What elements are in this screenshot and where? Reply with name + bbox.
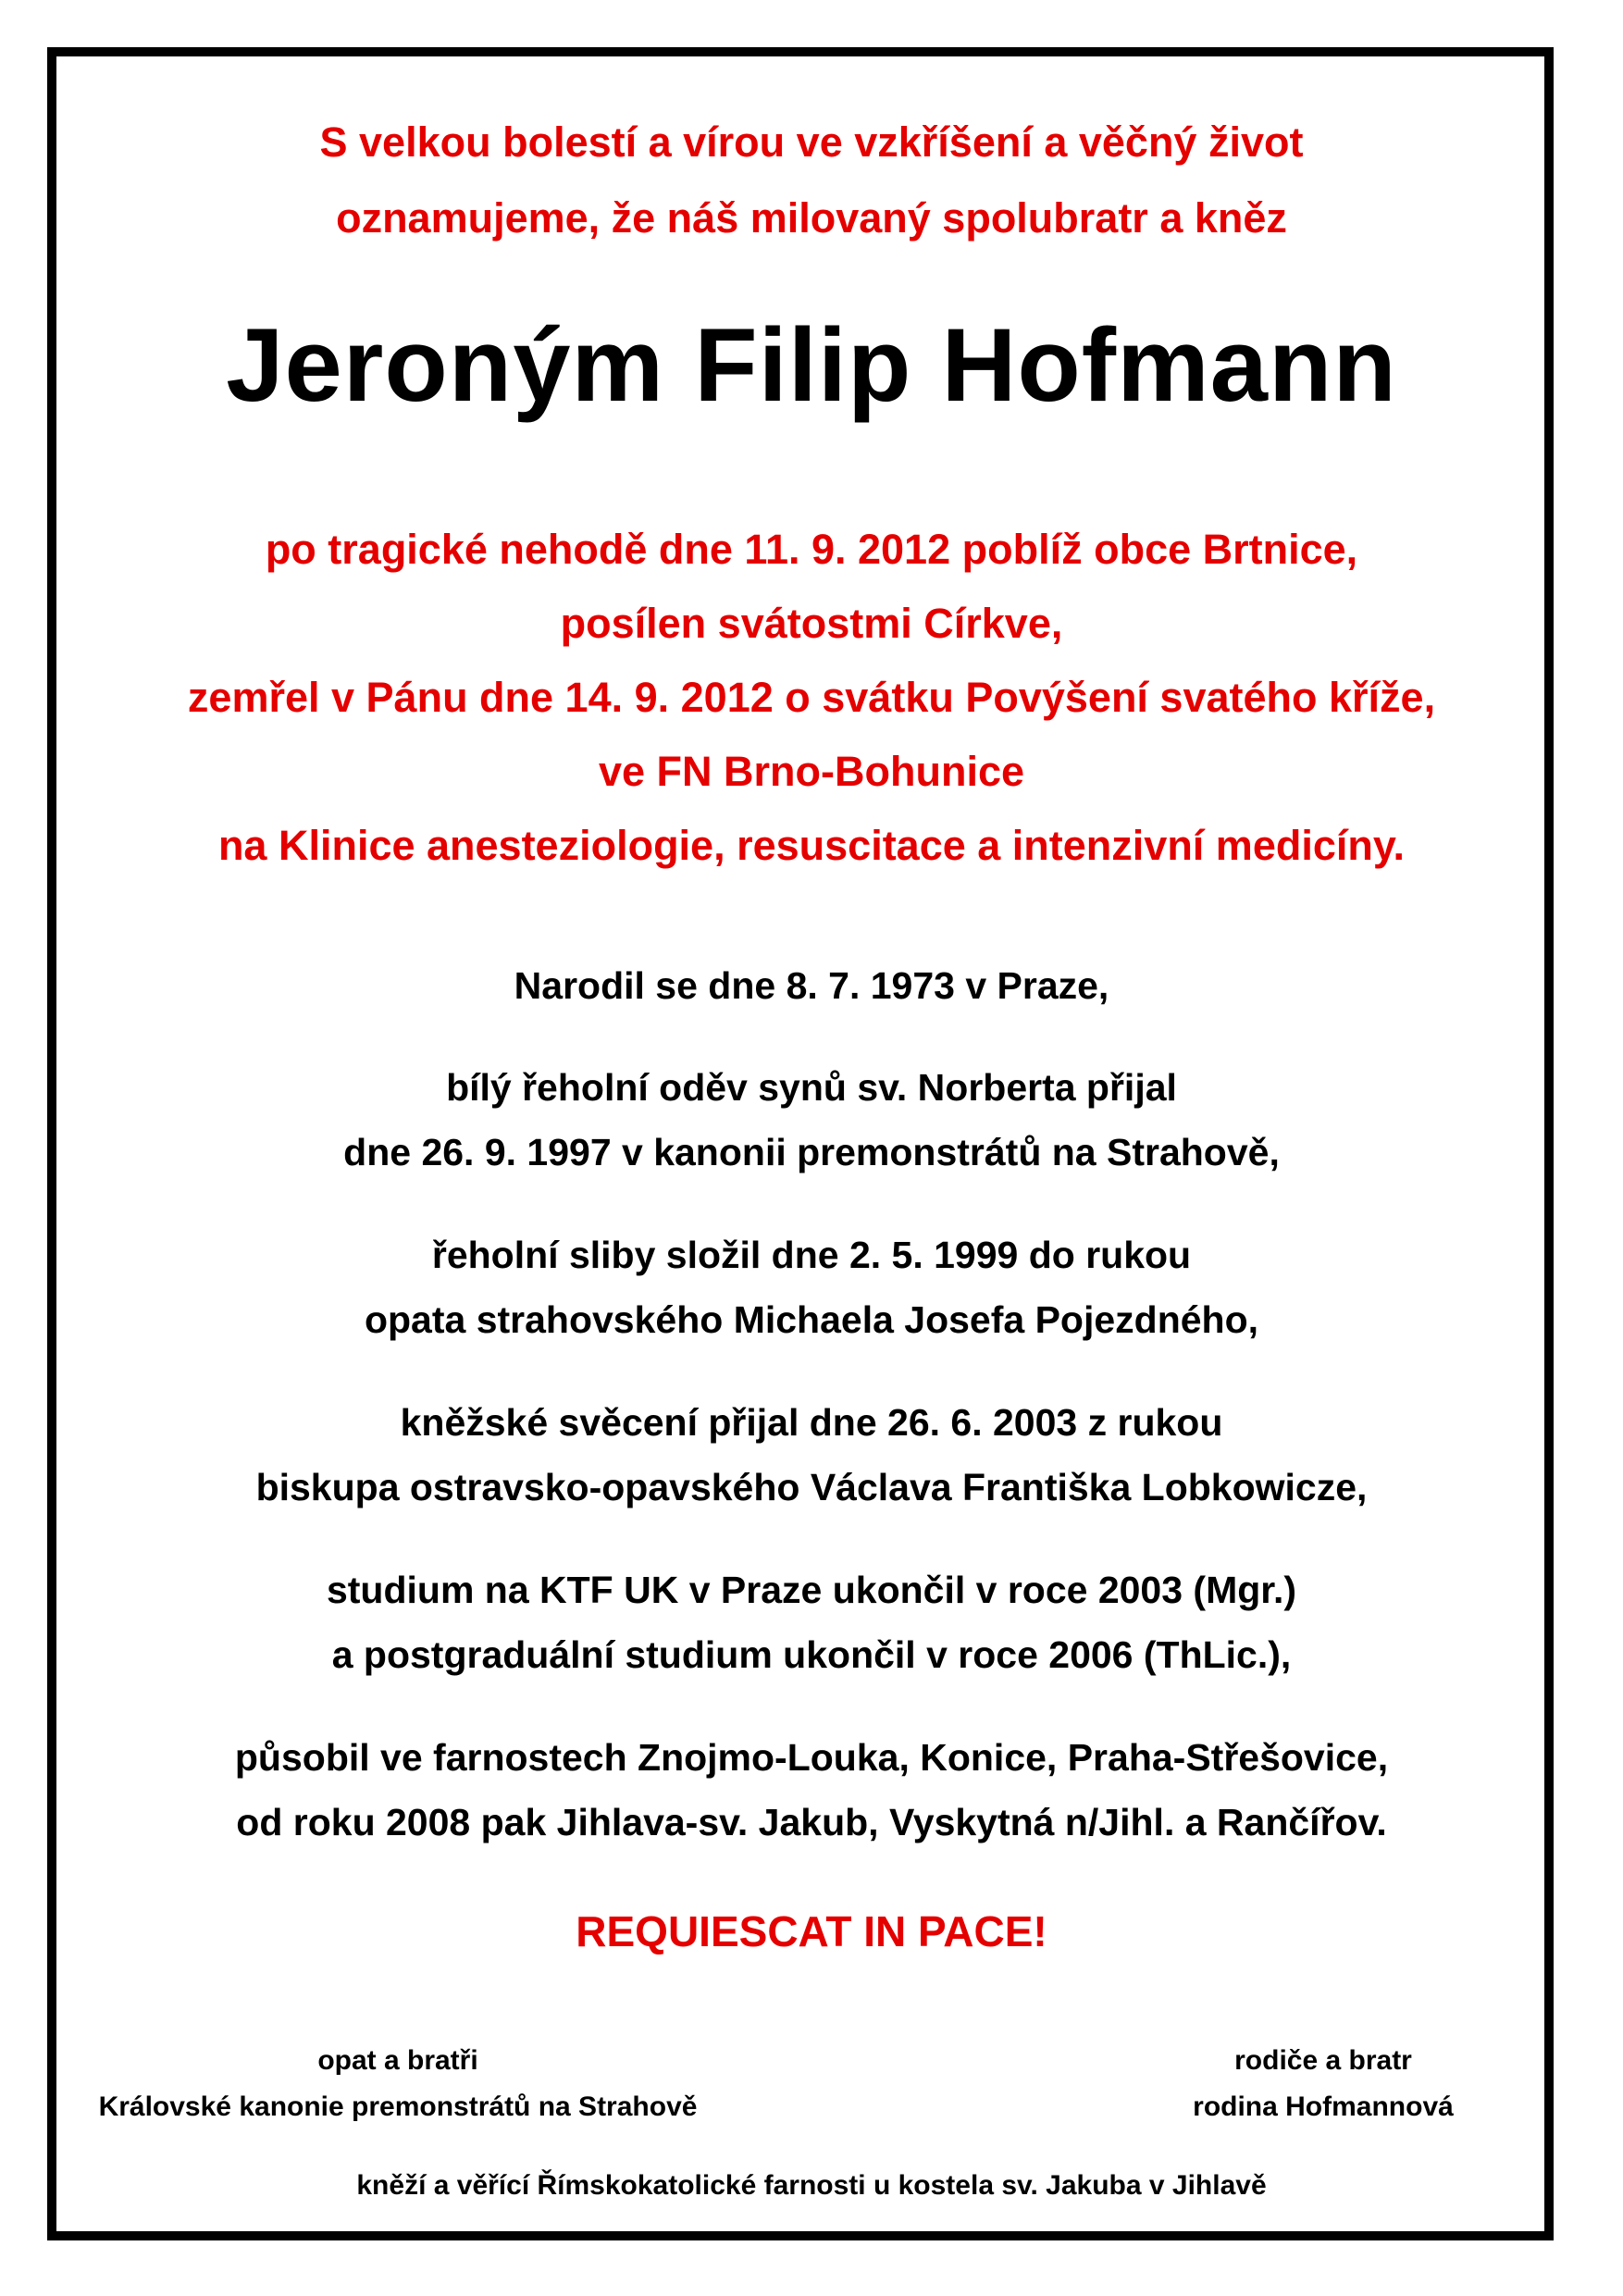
death-line: posílen svátostmi Církve, [560,600,1063,647]
death-line: zemřel v Pánu dne 14. 9. 2012 o svátku Povýšení svatého kříže, [187,674,1436,721]
bio-line: opata strahovského Michaela Josefa Pojezdného, [364,1298,1259,1341]
deceased-name: Jeroným Filip Hofmann [226,307,1397,423]
bio-line: dne 26. 9. 1997 v kanonii premonstrátů na Strahově, [343,1131,1280,1173]
signature-right-line: rodina Hofmannová [1193,2091,1454,2122]
bio-line: řeholní sliby složil dne 2. 5. 1999 do rukou [431,1234,1192,1276]
intro-line: oznamujeme, že náš milovaný spolubratr a kněz [336,194,1287,242]
requiescat-line: REQUIESCAT IN PACE! [576,1907,1047,1955]
bio-line: Narodil se dne 8. 7. 1973 v Praze, [514,964,1109,1007]
signature-left-line: Královské kanonie premonstrátů na Strahově [98,2091,698,2122]
bio-line: bílý řeholní oděv synů sv. Norberta přijal [446,1066,1177,1109]
death-line: po tragické nehodě dne 11. 9. 2012 poblíž obce Brtnice, [265,526,1358,573]
death-line: na Klinice anesteziologie, resuscitace a intenzivní medicíny. [217,822,1406,869]
signature-bottom: kněží a věřící Římskokatolické farnosti u kostela sv. Jakuba v Jihlavě [356,2170,1267,2201]
death-line: ve FN Brno-Bohunice [598,748,1025,795]
signature-right-line: rodiče a bratr [1234,2045,1412,2076]
bio-line: studium na KTF UK v Praze ukončil v roce 2003 (Mgr.) [326,1569,1297,1611]
bio-line: působil ve farnostech Znojmo-Louka, Konice, Praha-Střešovice, [234,1736,1389,1779]
bio-line: kněžské svěcení přijal dne 26. 6. 2003 z rukou [400,1401,1223,1444]
signature-left-line: opat a bratři [317,2045,478,2076]
bio-line: a postgraduální studium ukončil v roce 2006 (ThLic.), [331,1633,1292,1676]
bio-line: biskupa ostravsko-opavského Václava Františka Lobkowicze, [255,1466,1368,1508]
intro-line: S velkou bolestí a vírou ve vzkříšení a věčný život [319,118,1304,166]
bio-line: od roku 2008 pak Jihlava-sv. Jakub, Vyskytná n/Jihl. a Rančířov. [236,1801,1387,1843]
